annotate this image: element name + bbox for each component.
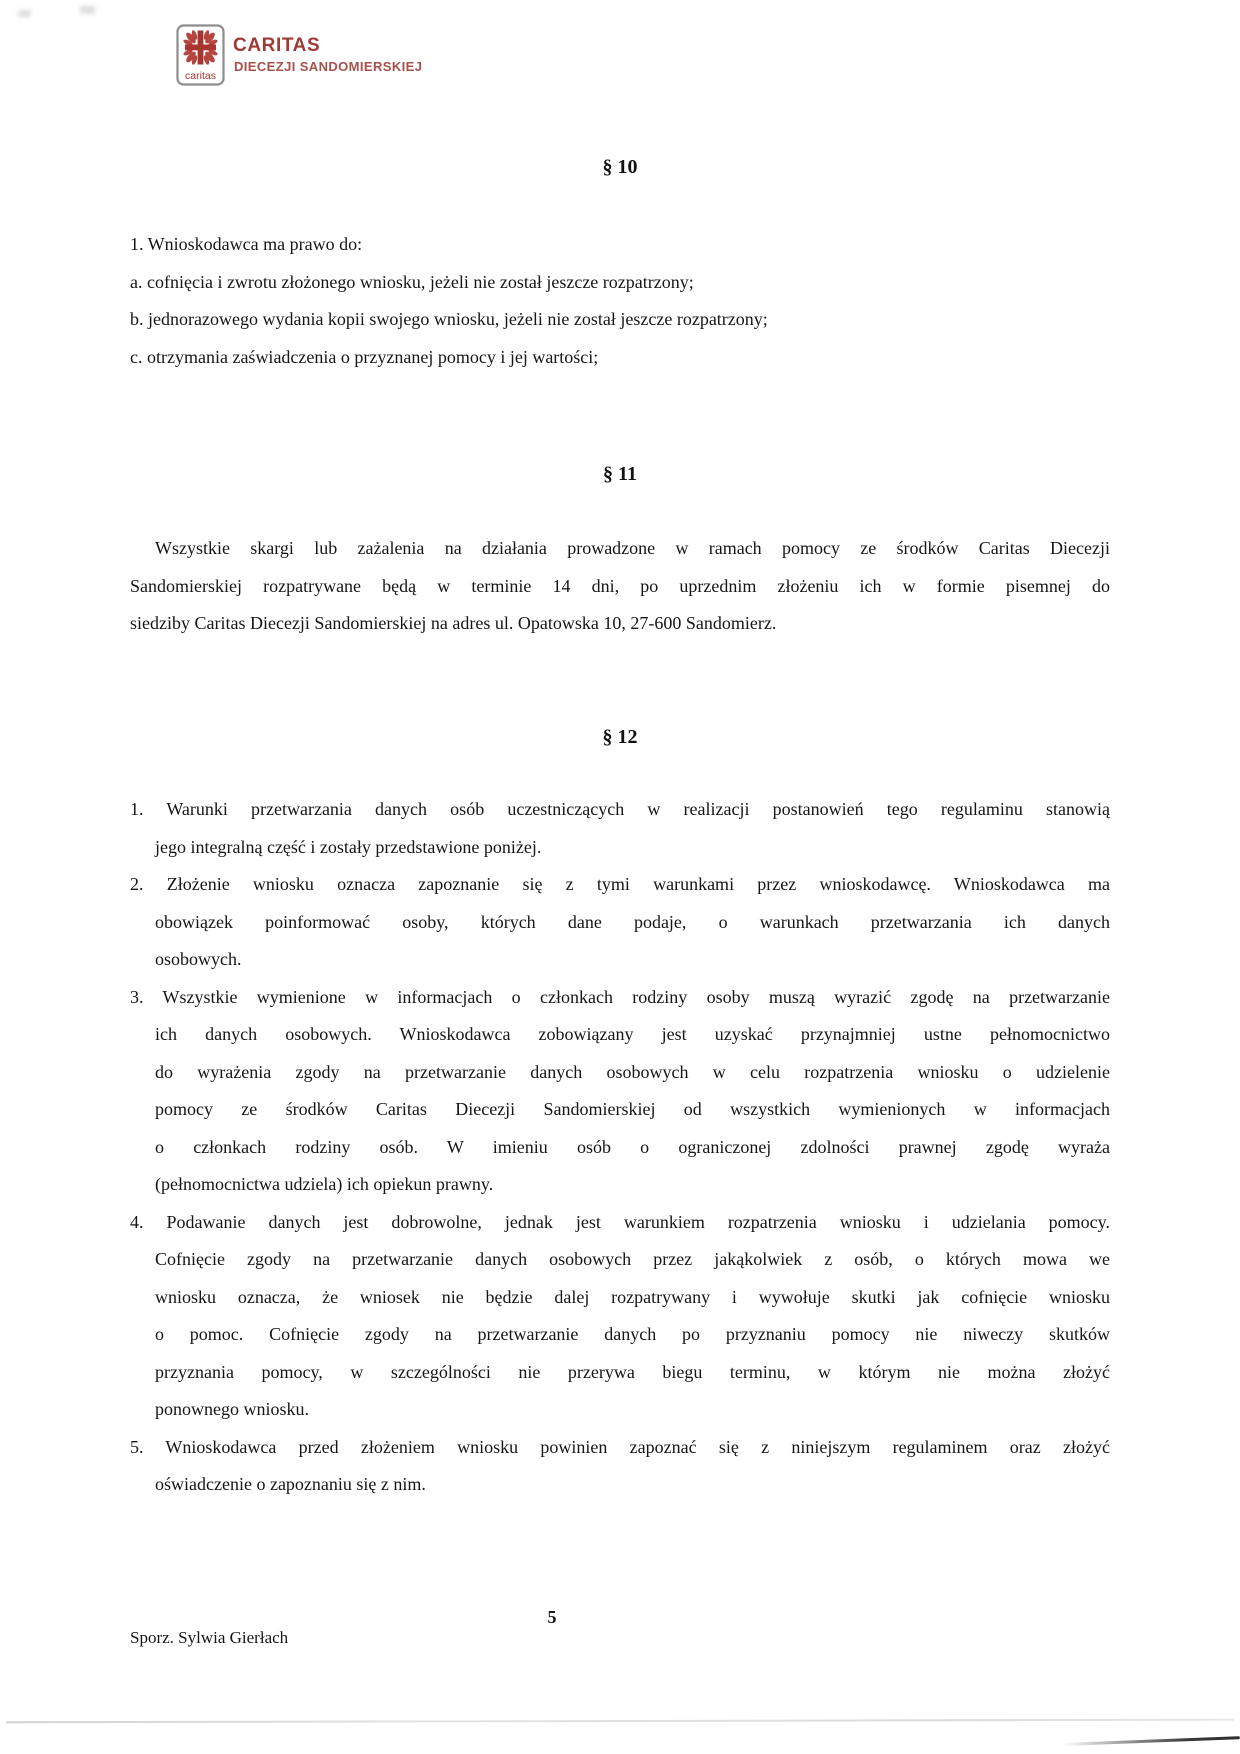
scan-edge-line (6, 1719, 1234, 1724)
list-item-line: 5. Wnioskodawca przed złożeniem wniosku powinien zapoznać się z niniejszym regulaminem oraz złożyć (130, 1436, 1110, 1457)
list-item-line: 3. Wszystkie wymienione w informacjach o członkach rodziny osoby muszą wyrazić zgodę na przetwarzanie (130, 986, 1110, 1007)
body-line: c. otrzymania zaświadczenia o przyznanej pomocy i jej wartości; (130, 346, 599, 367)
section-11-heading: § 11 (603, 463, 637, 485)
list-item-line: ich danych osobowych. Wnioskodawca zobowiązany jest uzyskać przynajmniej ustne pełnomocnictwo (155, 1024, 1110, 1044)
list-item-line: przyznania pomocy, w szczególności nie przerywa biegu terminu, w którym nie można złożyć (155, 1361, 1110, 1382)
section-11-body (130, 530, 1110, 643)
list-item-line: do wyrażenia zgody na przetwarzanie danych osobowych w celu rozpatrzenia wniosku o udzielenie (155, 1061, 1110, 1082)
list-item-line: 2. Złożenie wniosku oznacza zapoznanie się z tymi warunkami przez wnioskodawcę. Wnioskodawca ma (130, 874, 1110, 894)
footer-author: Sporz. Sylwia Gierłach (130, 1628, 289, 1647)
list-item-line: Cofnięcie zgody na przetwarzanie danych osobowych przez jakąkolwiek z osób, o których mowa we (155, 1249, 1110, 1269)
list-item-line: o pomoc. Cofnięcie zgody na przetwarzanie danych po przyznaniu pomocy nie niweczy skutków (155, 1324, 1110, 1344)
section-10-heading: § 10 (602, 156, 638, 178)
list-item-line: ponownego wniosku. (155, 1399, 309, 1419)
body-line: b. jednorazowego wydania kopii swojego wniosku, jeżeli nie został jeszcze rozpatrzony; (130, 309, 768, 329)
body-line: a. cofnięcia i zwrotu złożonego wniosku, jeżeli nie został jeszcze rozpatrzony; (130, 271, 694, 292)
list-item-line: 4. Podawanie danych jest dobrowolne, jednak jest warunkiem rozpatrzenia wniosku i udzielania pomocy. (130, 1211, 1110, 1232)
list-item-line: o członkach rodziny osób. W imieniu osób o ograniczonej zdolności prawnej zgodę wyraża (155, 1136, 1110, 1157)
logo-subtitle: DIECEZJI SANDOMIERSKIEJ (234, 59, 423, 74)
emblem-caritas-label: caritas (185, 70, 216, 82)
section-12-heading: § 12 (602, 726, 638, 748)
section-12-body (130, 791, 1110, 1504)
list-item-line: (pełnomocnictwa udziela) ich opiekun prawny. (155, 1174, 494, 1194)
list-item-line: pomocy ze środków Caritas Diecezji Sandomierskiej od wszystkich wymienionych w informacjach (155, 1099, 1110, 1119)
paragraph-line: Sandomierskiej rozpatrywane będą w terminie 14 dni, po uprzednim złożeniu ich w formie pisemnej do (130, 575, 1110, 596)
section-10-body (130, 226, 1110, 376)
paragraph-line: Wszystkie skargi lub zażalenia na działania prowadzone w ramach pomocy ze środków Caritas Diecezji (155, 538, 1110, 558)
logo-title: CARITAS (233, 35, 321, 56)
list-item-line: 1. Warunki przetwarzania danych osób uczestniczących w realizacji postanowień tego regulaminu stanowią (130, 799, 1110, 819)
scan-smudge (80, 6, 95, 14)
list-item-line: jego integralną część i zostały przedstawione poniżej. (155, 836, 542, 857)
scan-corner-mark (1062, 1736, 1240, 1746)
list-item-line: oświadczenie o zapoznaniu się z nim. (155, 1474, 426, 1494)
scan-smudge (18, 10, 31, 17)
caritas-emblem-icon (176, 24, 225, 86)
caritas-logo (176, 24, 225, 91)
list-item-line: obowiązek poinformować osoby, których dane podaje, o warunkach przetwarzania ich danych (155, 911, 1110, 932)
page-number: 5 (547, 1607, 557, 1627)
list-item-line: osobowych. (155, 949, 242, 969)
paragraph-line: siedziby Caritas Diecezji Sandomierskiej na adres ul. Opatowska 10, 27-600 Sandomierz. (130, 613, 777, 633)
body-line: 1. Wnioskodawca ma prawo do: (130, 234, 363, 254)
list-item-line: wniosku oznacza, że wniosek nie będzie dalej rozpatrywany i wywołuje skutki jak cofnięcie wniosku (155, 1286, 1110, 1307)
